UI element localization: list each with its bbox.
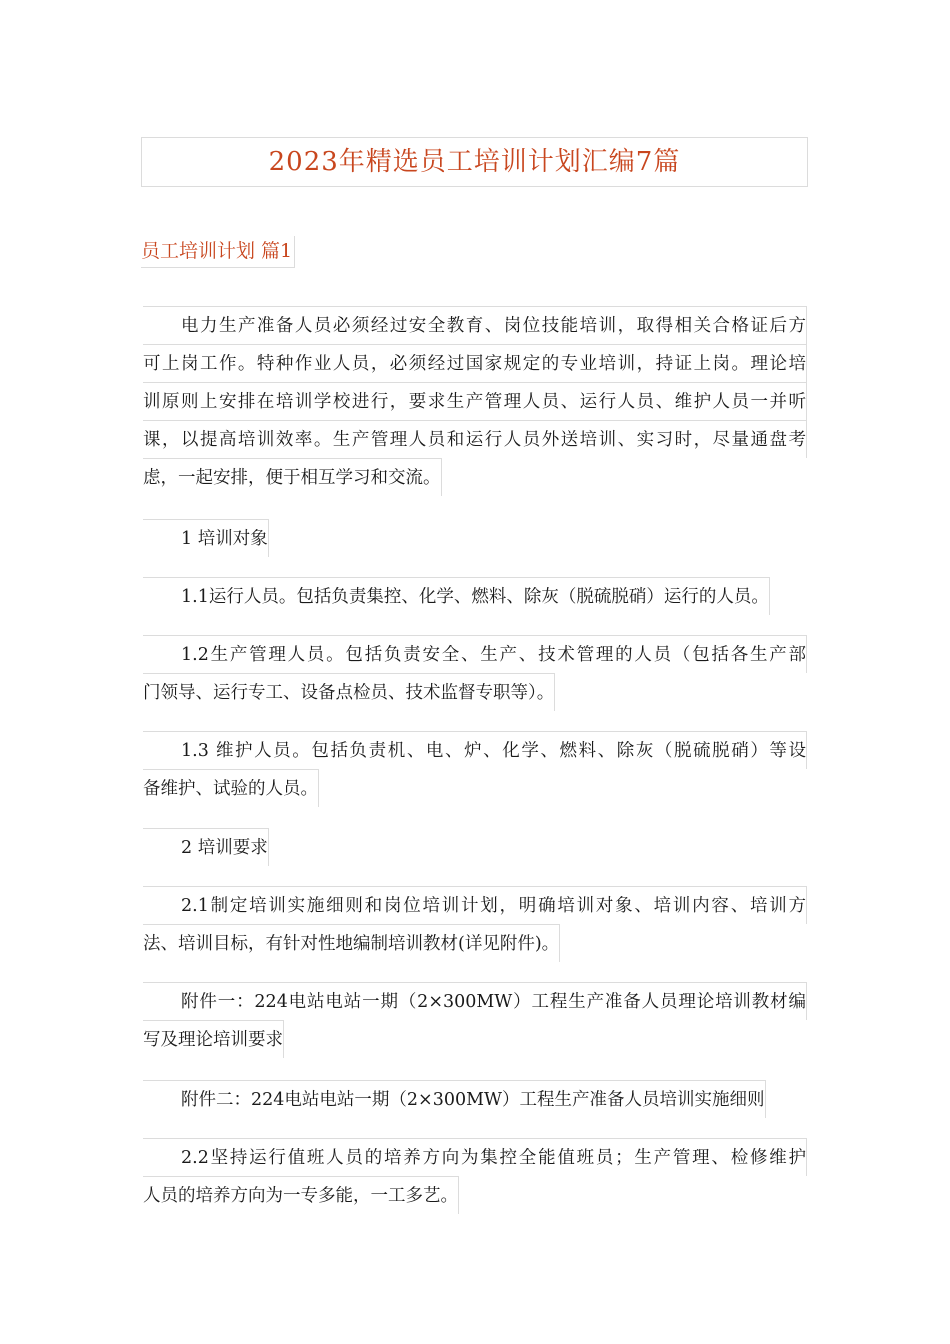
paragraph-line: 附件一：224电站电站一期（2×300MW）工程生产准备人员理论培训教材编 (143, 982, 807, 1020)
heading-training-requirements (143, 828, 807, 871)
paragraph-line: 附件二：224电站电站一期（2×300MW）工程生产准备人员培训实施细则 (143, 1080, 766, 1118)
heading-training-targets (143, 519, 807, 562)
paragraph-line: 法、培训目标，有针对性地编制培训教材(详见附件)。 (143, 924, 560, 962)
paragraph-attachment-2 (143, 1080, 807, 1123)
document-title: 2023年精选员工培训计划汇编7篇 (141, 137, 808, 187)
paragraph-2-1 (143, 886, 807, 967)
paragraph-line: 1.2生产管理人员。包括负责安全、生产、技术管理的人员（包括各生产部 (143, 635, 807, 673)
paragraph-line: 训原则上安排在培训学校进行，要求生产管理人员、运行人员、维护人员一并听 (143, 382, 807, 420)
paragraph-line: 虑，一起安排，便于相互学习和交流。 (143, 458, 442, 496)
paragraph-line: 门领导、运行专工、设备点检员、技术监督专职等）。 (143, 673, 555, 711)
paragraph-line: 课，以提高培训效率。生产管理人员和运行人员外送培训、实习时，尽量通盘考 (143, 420, 807, 458)
paragraph-line: 写及理论培训要求 (143, 1020, 284, 1058)
paragraph-line: 2.1制定培训实施细则和岗位培训计划，明确培训对象、培训内容、培训方 (143, 886, 807, 924)
paragraph-line: 备维护、试验的人员。 (143, 769, 319, 807)
paragraph-1-3 (143, 731, 807, 812)
paragraph-line: 1 培训对象 (143, 519, 269, 557)
paragraph-line: 2 培训要求 (143, 828, 269, 866)
paragraph-1-2 (143, 635, 807, 716)
paragraph-line: 2.2坚持运行值班人员的培养方向为集控全能值班员；生产管理、检修维护 (143, 1138, 807, 1176)
paragraph-line: 1.1运行人员。包括负责集控、化学、燃料、除灰（脱硫脱硝）运行的人员。 (143, 577, 770, 615)
paragraph-line: 人员的培养方向为一专多能，一工多艺。 (143, 1176, 459, 1214)
paragraph-line: 电力生产准备人员必须经过安全教育、岗位技能培训，取得相关合格证后方 (143, 306, 807, 344)
section-heading: 员工培训计划 篇1 (141, 236, 295, 268)
paragraph-1-1 (143, 577, 807, 620)
paragraph-line: 1.3 维护人员。包括负责机、电、炉、化学、燃料、除灰（脱硫脱硝）等设 (143, 731, 807, 769)
paragraph-line: 可上岗工作。特种作业人员，必须经过国家规定的专业培训，持证上岗。理论培 (143, 344, 807, 382)
paragraph-2-2 (143, 1138, 807, 1219)
paragraph-intro (143, 306, 807, 501)
paragraph-attachment-1 (143, 982, 807, 1063)
